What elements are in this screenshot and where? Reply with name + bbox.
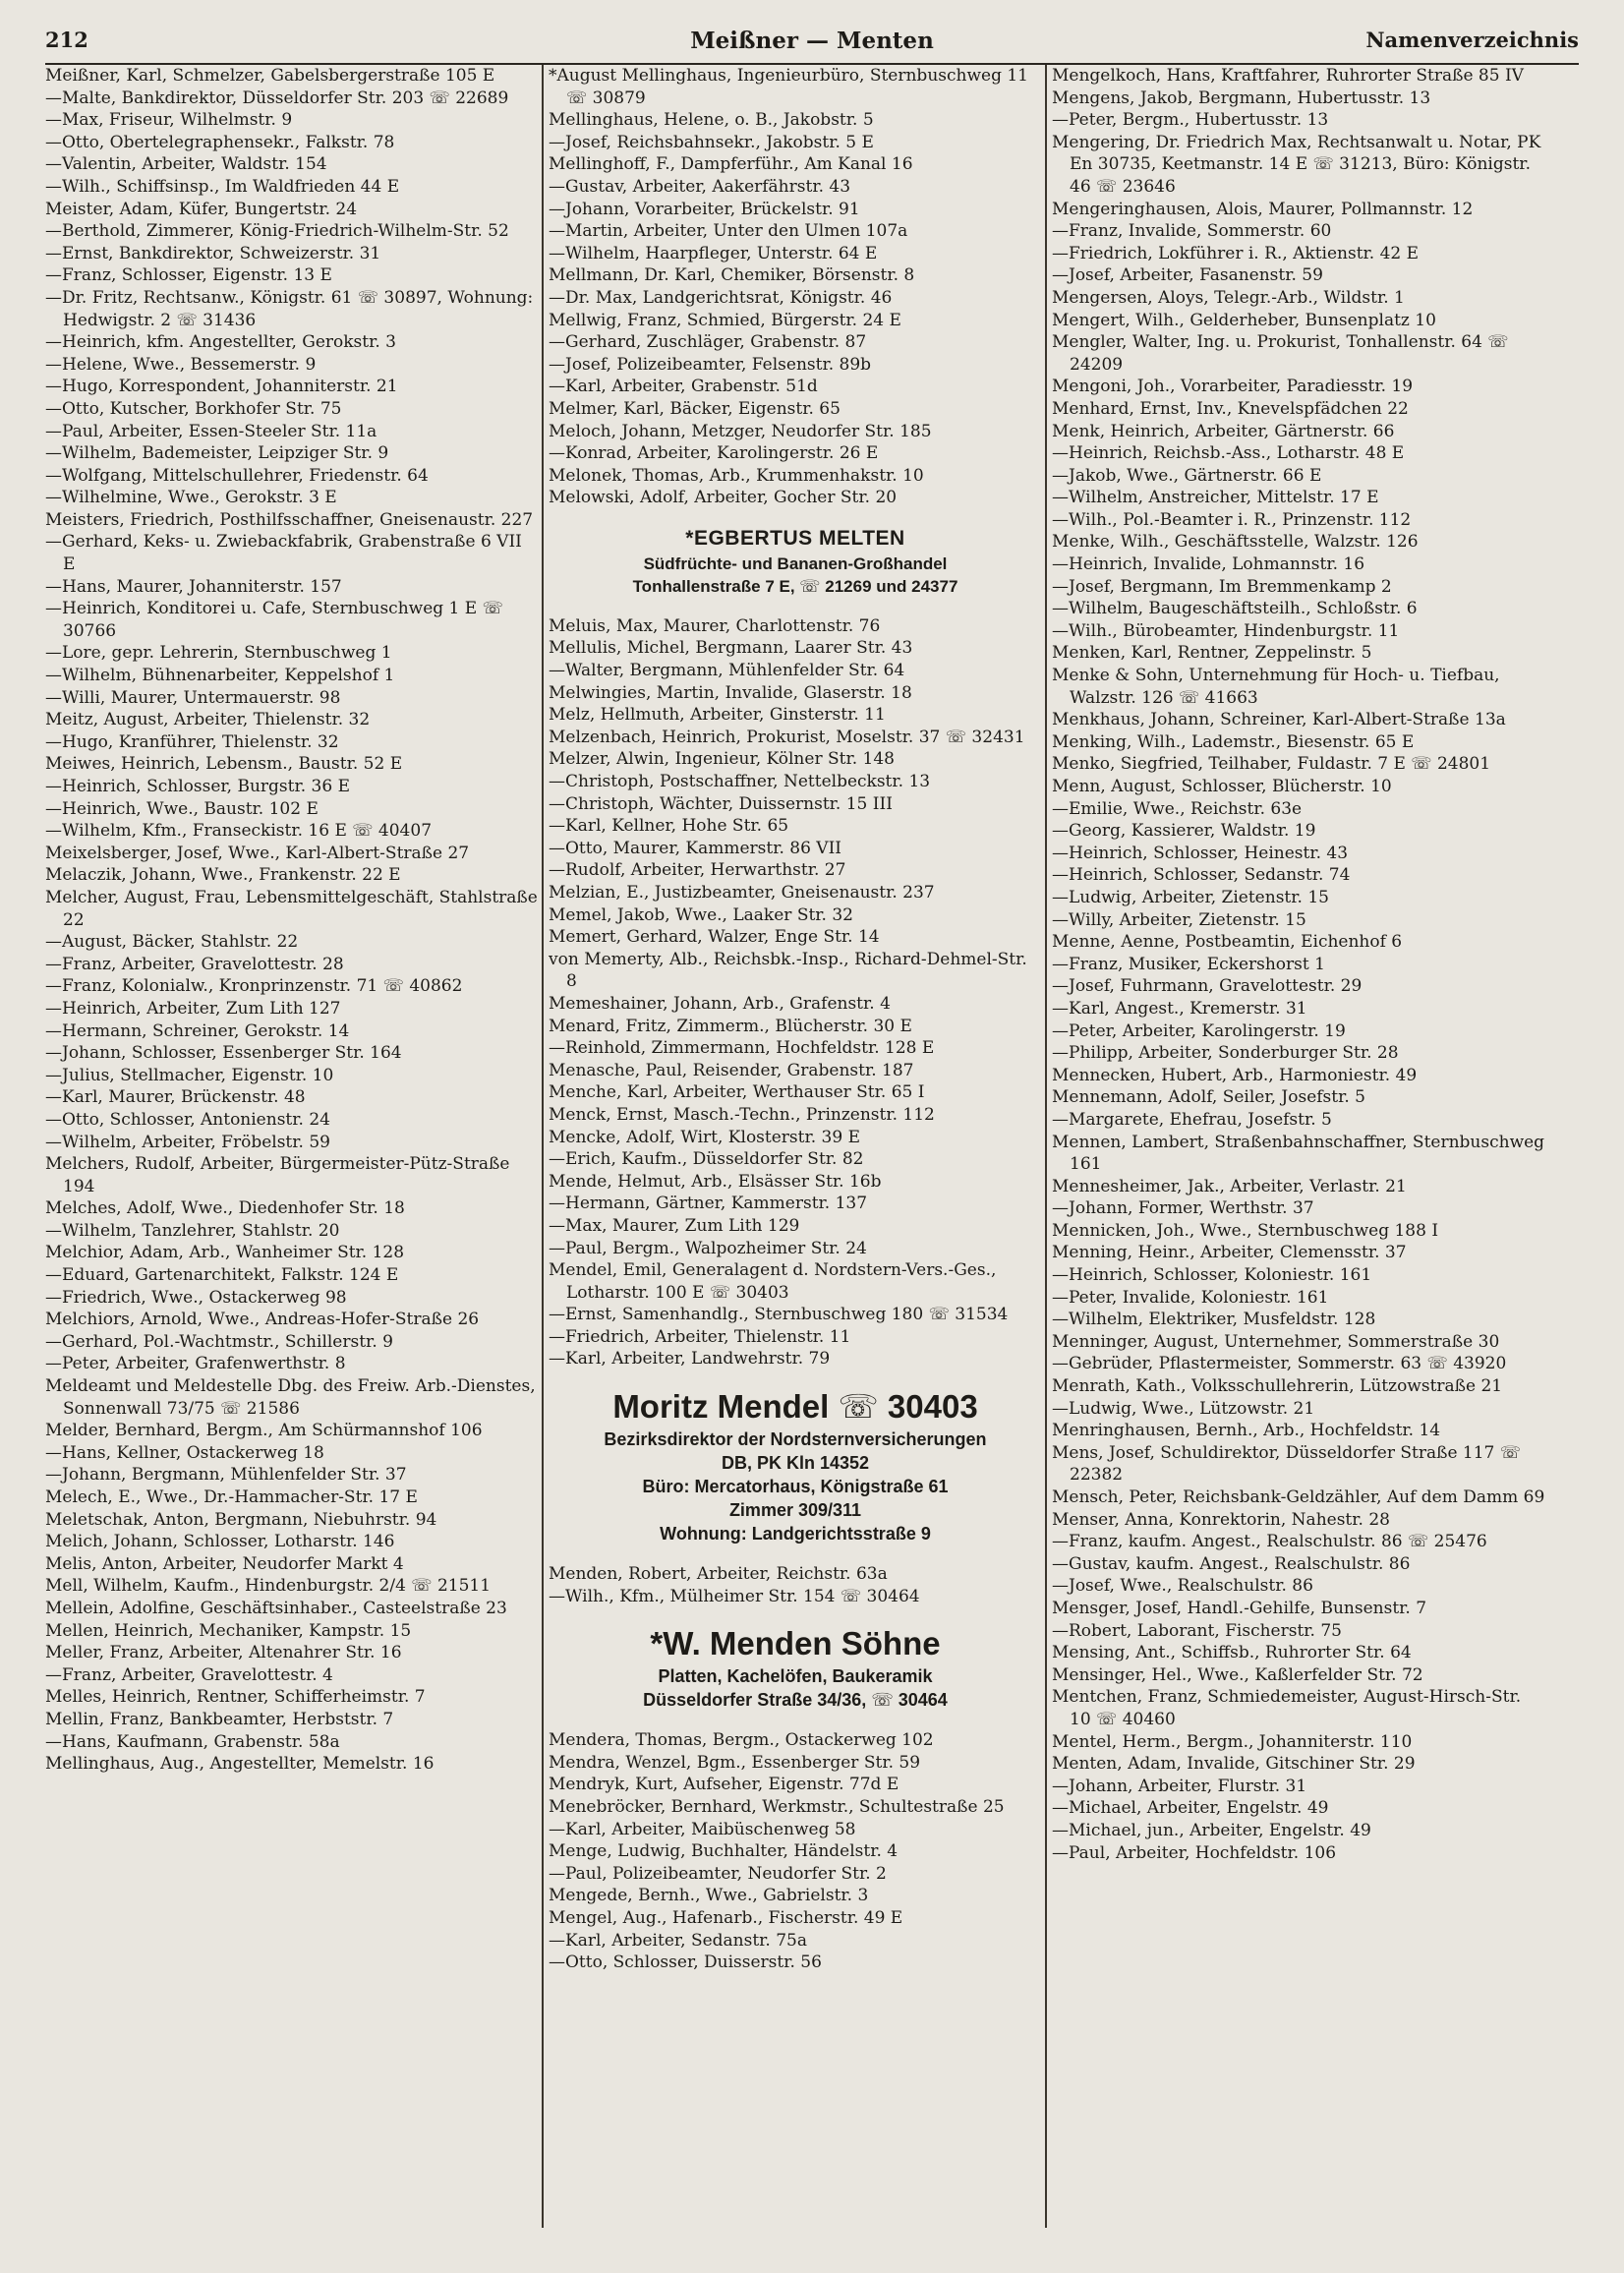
directory-entry: Menasche, Paul, Reisender, Grabenstr. 187	[549, 1060, 914, 1080]
directory-entry: Melaczik, Johann, Wwe., Frankenstr. 22 E	[45, 865, 401, 886]
directory-entry: Mentchen, Franz, Schmiedemeister, August-Hirsch-Str. 10 ☏ 40460	[1052, 1687, 1522, 1729]
directory-entry: Mengersen, Aloys, Telegr.-Arb., Wildstr. 1	[1052, 287, 1405, 308]
directory-entry: —Josef, Wwe., Realschulstr. 86	[1052, 1576, 1313, 1597]
directory-entry: Melis, Anton, Arbeiter, Neudorfer Markt 4	[45, 1553, 404, 1574]
directory-entry: —Julius, Stellmacher, Eigenstr. 10	[45, 1065, 334, 1085]
ad-title: *W. Menden Söhne	[650, 1625, 941, 1662]
directory-entry: Mellein, Adolfine, Geschäftsinhaber., Casteelstraße 23	[45, 1598, 507, 1618]
directory-entry: —Hugo, Korrespondent, Johanniterstr. 21	[45, 377, 398, 397]
directory-entry: —Johann, Bergmann, Mühlenfelder Str. 37	[45, 1465, 407, 1486]
directory-entry: —Hans, Kaufmann, Grabenstr. 58a	[45, 1731, 340, 1752]
page-number: 212	[45, 28, 88, 52]
directory-entry: —Christoph, Wächter, Duissernstr. 15 III	[549, 793, 893, 814]
directory-entry: Melowski, Adolf, Arbeiter, Gocher Str. 20	[549, 488, 898, 508]
directory-entry: —Wilhelm, Baugeschäftsteilh., Schloßstr. 6	[1052, 599, 1418, 619]
directory-entry: —Heinrich, Schlosser, Koloniestr. 161	[1052, 1265, 1372, 1286]
directory-entry: Mengede, Bernh., Wwe., Gabrielstr. 3	[549, 1886, 869, 1906]
directory-entry: —Gerhard, Pol.-Wachtmstr., Schillerstr. 9	[45, 1331, 393, 1352]
directory-entry: —Lore, gepr. Lehrerin, Sternbuschweg 1	[45, 643, 392, 664]
directory-entry: —Franz, Invalide, Sommerstr. 60	[1052, 221, 1332, 242]
directory-entry: Mell, Wilhelm, Kaufm., Hindenburgstr. 2/4 ☏ 21511	[45, 1576, 492, 1597]
entry-list	[549, 1563, 1042, 1607]
directory-entry: —Hugo, Kranführer, Thielenstr. 32	[45, 731, 339, 752]
directory-entry: —Wilhelmine, Wwe., Gerokstr. 3 E	[45, 488, 337, 508]
directory-entry: Meloch, Johann, Metzger, Neudorfer Str. 185	[549, 421, 932, 441]
directory-entry: —Berthold, Zimmerer, König-Friedrich-Wilhelm-Str. 52	[45, 221, 509, 242]
directory-entry: Menn, August, Schlosser, Blücherstr. 10	[1052, 777, 1392, 796]
directory-entry: —Georg, Kassierer, Waldstr. 19	[1052, 821, 1316, 842]
directory-entry: —Heinrich, Invalide, Lohmannstr. 16	[1052, 554, 1365, 575]
directory-entry: Menning, Heinr., Arbeiter, Clemensstr. 37	[1052, 1243, 1407, 1263]
directory-entry: —Willi, Maurer, Untermauerstr. 98	[45, 687, 341, 708]
directory-entry: —Franz, Arbeiter, Gravelottestr. 28	[45, 954, 344, 974]
directory-entry: Melcher, August, Frau, Lebensmittelgeschäft, Stahlstraße 22	[45, 887, 538, 930]
directory-entry: —Karl, Kellner, Hohe Str. 65	[549, 816, 789, 837]
directory-entry: Melech, E., Wwe., Dr.-Hammacher-Str. 17 E	[45, 1487, 418, 1507]
directory-entry: —Peter, Bergm., Hubertusstr. 13	[1052, 110, 1329, 131]
directory-entry: Mengoni, Joh., Vorarbeiter, Paradiesstr. 19	[1052, 377, 1414, 397]
directory-entry: —Emilie, Wwe., Reichstr. 63e	[1052, 798, 1303, 819]
directory-entry: Menhard, Ernst, Inv., Knevelspfädchen 22	[1052, 398, 1409, 419]
directory-entry: Mellinghoff, F., Dampferführ., Am Kanal 16	[549, 154, 913, 175]
directory-entry: —Michael, jun., Arbeiter, Engelstr. 49	[1052, 1820, 1371, 1840]
ad-line: Tonhallenstraße 7 E, ☏ 21269 und 24377	[632, 576, 958, 596]
directory-entry: Meisters, Friedrich, Posthilfsschaffner, Gneisenaustr. 227	[45, 509, 534, 530]
directory-entry: —Ernst, Samenhandlg., Sternbuschweg 180 ☏ 31534	[549, 1305, 1009, 1325]
directory-entry: Mennicken, Joh., Wwe., Sternbuschweg 188 I	[1052, 1220, 1439, 1241]
directory-entry: Mensch, Peter, Reichsbank-Geldzähler, Auf dem Damm 69	[1052, 1487, 1545, 1507]
directory-entry: Melwingies, Martin, Invalide, Glaserstr. 18	[549, 682, 912, 703]
directory-entry: —Heinrich, kfm. Angestellter, Gerokstr. 3	[45, 332, 396, 353]
directory-entry: Menk, Heinrich, Arbeiter, Gärtnerstr. 66	[1052, 421, 1395, 441]
directory-entry: Memel, Jakob, Wwe., Laaker Str. 32	[549, 904, 853, 925]
ad-line: Südfrüchte- und Bananen-Großhandel	[643, 554, 948, 573]
directory-entry: —Franz, Musiker, Eckershorst 1	[1052, 954, 1325, 974]
directory-entry: —Gerhard, Keks- u. Zwiebackfabrik, Grabenstraße 6 VII E	[45, 532, 522, 575]
directory-entry: Menebröcker, Bernhard, Werkmstr., Schultestraße 25	[549, 1797, 1005, 1818]
directory-entry: —Dr. Fritz, Rechtsanw., Königstr. 61 ☏ 30897, Wohnung: Hedwigstr. 2 ☏ 31436	[45, 287, 534, 330]
directory-entry: Mennen, Lambert, Straßenbahnschaffner, Sternbuschweg 161	[1052, 1132, 1545, 1175]
directory-entry: —Heinrich, Wwe., Baustr. 102 E	[45, 798, 319, 819]
directory-entry: Meller, Franz, Arbeiter, Altenahrer Str. 16	[45, 1643, 402, 1663]
directory-entry: Meluis, Max, Maurer, Charlottenstr. 76	[549, 615, 881, 636]
directory-entry: Mendryk, Kurt, Aufseher, Eigenstr. 77d E	[549, 1775, 899, 1795]
directory-entry: Menko, Siegfried, Teilhaber, Fuldastr. 7 E ☏ 24801	[1052, 754, 1491, 775]
directory-entry: —Eduard, Gartenarchitekt, Falkstr. 124 E	[45, 1265, 399, 1286]
directory-entry: —Peter, Arbeiter, Karolingerstr. 19	[1052, 1020, 1346, 1041]
directory-entry: —Erich, Kaufm., Düsseldorfer Str. 82	[549, 1149, 864, 1170]
directory-entry: —Peter, Arbeiter, Grafenwerthstr. 8	[45, 1354, 346, 1374]
directory-entry: —Gustav, Arbeiter, Aakerfährstr. 43	[549, 176, 851, 197]
directory-entry: —Wilhelm, Bühnenarbeiter, Keppelshof 1	[45, 666, 395, 686]
ad-egbertus-melten	[549, 519, 1042, 604]
directory-entry: —August, Bäcker, Stahlstr. 22	[45, 932, 299, 953]
directory-entry: —Karl, Arbeiter, Sedanstr. 75a	[549, 1930, 808, 1951]
directory-entry: Mengens, Jakob, Bergmann, Hubertusstr. 13	[1052, 87, 1431, 108]
directory-entry: —Paul, Arbeiter, Hochfeldstr. 106	[1052, 1842, 1337, 1863]
directory-entry: —Wilhelm, Elektriker, Musfeldstr. 128	[1052, 1310, 1376, 1330]
directory-entry: —Karl, Angest., Kremerstr. 31	[1052, 998, 1307, 1019]
directory-entry: Mensger, Josef, Handl.-Gehilfe, Bunsenstr. 7	[1052, 1598, 1427, 1618]
directory-entry: —Wilhelm, Bademeister, Leipziger Str. 9	[45, 443, 389, 464]
directory-entry: —Josef, Bergmann, Im Bremmenkamp 2	[1052, 576, 1392, 597]
directory-entry: —Franz, Kolonialw., Kronprinzenstr. 71 ☏ 40862	[45, 976, 463, 997]
directory-entry: Mellinghaus, Helene, o. B., Jakobstr. 5	[549, 110, 874, 131]
directory-entry: Melles, Heinrich, Rentner, Schifferheimstr. 7	[45, 1687, 426, 1708]
directory-entry: Meißner, Karl, Schmelzer, Gabelsbergerstraße 105 E	[45, 66, 495, 86]
directory-entry: —Wilhelm, Anstreicher, Mittelstr. 17 E	[1052, 488, 1379, 508]
directory-entry: Menne, Aenne, Postbeamtin, Eichenhof 6	[1052, 932, 1403, 953]
directory-entry: —Wilh., Kfm., Mülheimer Str. 154 ☏ 30464	[549, 1586, 920, 1606]
directory-entry: —Hans, Kellner, Ostackerweg 18	[45, 1442, 324, 1463]
directory-entry: —Otto, Kutscher, Borkhofer Str. 75	[45, 398, 342, 419]
directory-entry: —Franz, kaufm. Angest., Realschulstr. 86 ☏ 25476	[1052, 1532, 1487, 1552]
ad-w-menden-soehne	[549, 1617, 1042, 1718]
directory-entry: Mendel, Emil, Generalagent d. Nordstern-Vers.-Ges., Lotharstr. 100 E ☏ 30403	[549, 1260, 997, 1303]
directory-entry: —Wilhelm, Arbeiter, Fröbelstr. 59	[45, 1132, 330, 1152]
directory-entry: *August Mellinghaus, Ingenieurbüro, Sternbuschweg 11 ☏ 30879	[549, 66, 1028, 108]
directory-entry: Mennemann, Adolf, Seiler, Josefstr. 5	[1052, 1087, 1365, 1108]
directory-entry: —Wilhelm, Tanzlehrer, Stahlstr. 20	[45, 1220, 340, 1241]
directory-entry: —Reinhold, Zimmermann, Hochfeldstr. 128 E	[549, 1038, 935, 1059]
entry-list	[549, 65, 1042, 509]
directory-entry: —Hans, Maurer, Johanniterstr. 157	[45, 576, 342, 597]
column-3	[1052, 65, 1545, 2259]
directory-entry: —Johann, Schlosser, Essenberger Str. 164	[45, 1043, 402, 1064]
directory-entry: Menken, Karl, Rentner, Zeppelinstr. 5	[1052, 643, 1372, 664]
directory-entry: Memeshainer, Johann, Arb., Grafenstr. 4	[549, 993, 891, 1014]
directory-entry: —Heinrich, Schlosser, Burgstr. 36 E	[45, 777, 350, 796]
directory-entry: Mens, Josef, Schuldirektor, Düsseldorfer Straße 117 ☏ 22382	[1052, 1442, 1522, 1486]
directory-entry: —Helene, Wwe., Bessemerstr. 9	[45, 354, 317, 375]
directory-entry: Mellulis, Michel, Bergmann, Laarer Str. 43	[549, 638, 913, 659]
column-divider	[1045, 65, 1047, 2228]
directory-entry: Melzer, Alwin, Ingenieur, Kölner Str. 148	[549, 749, 895, 770]
directory-entry: Mengel, Aug., Hafenarb., Fischerstr. 49 E	[549, 1908, 903, 1928]
directory-entry: Mengert, Wilh., Gelderheber, Bunsenplatz 10	[1052, 310, 1436, 330]
directory-entry: Menche, Karl, Arbeiter, Werthauser Str. 65 I	[549, 1082, 925, 1103]
directory-entry: Menkhaus, Johann, Schreiner, Karl-Albert-Straße 13a	[1052, 710, 1506, 730]
directory-entry: von Memerty, Alb., Reichsbk.-Insp., Richard-Dehmel-Str. 8	[549, 949, 1027, 992]
directory-entry: —Karl, Maurer, Brückenstr. 48	[45, 1087, 306, 1108]
directory-entry: —Wilhelm, Haarpfleger, Unterstr. 64 E	[549, 243, 878, 263]
directory-entry: Meiwes, Heinrich, Lebensm., Baustr. 52 E	[45, 754, 403, 775]
directory-entry: Memert, Gerhard, Walzer, Enge Str. 14	[549, 927, 880, 948]
directory-entry: —Otto, Schlosser, Duisserstr. 56	[549, 1952, 822, 1973]
directory-entry: —Johann, Former, Werthstr. 37	[1052, 1198, 1314, 1219]
directory-entry: —Otto, Maurer, Kammerstr. 86 VII	[549, 838, 842, 858]
directory-entry: —Philipp, Arbeiter, Sonderburger Str. 28	[1052, 1043, 1399, 1064]
directory-entry: —Ernst, Bankdirektor, Schweizerstr. 31	[45, 243, 381, 263]
directory-entry: —Wilhelm, Kfm., Franseckistr. 16 E ☏ 40407	[45, 821, 433, 842]
directory-entry: Melonek, Thomas, Arb., Krummenhakstr. 10	[549, 465, 924, 486]
directory-entry: —Paul, Arbeiter, Essen-Steeler Str. 11a	[45, 421, 377, 441]
directory-entry: —Josef, Fuhrmann, Gravelottestr. 29	[1052, 976, 1363, 997]
directory-entry: —Friedrich, Lokführer i. R., Aktienstr. 42 E	[1052, 243, 1420, 263]
ad-line: Düsseldorfer Straße 34/36, ☏ 30464	[643, 1690, 948, 1711]
column-divider	[542, 65, 544, 2228]
directory-entry: Melches, Adolf, Wwe., Diedenhofer Str. 18	[45, 1198, 405, 1219]
page-header	[45, 24, 1579, 65]
ad-title: Moritz Mendel ☏ 30403	[612, 1388, 978, 1426]
directory-entry: —Hermann, Schreiner, Gerokstr. 14	[45, 1020, 350, 1041]
directory-entry: Mendera, Thomas, Bergm., Ostackerweg 102	[549, 1730, 934, 1751]
directory-entry: Mendra, Wenzel, Bgm., Essenberger Str. 59	[549, 1752, 921, 1773]
directory-entry: Mellinghaus, Aug., Angestellter, Memelstr. 16	[45, 1754, 435, 1775]
directory-entry: Mellin, Franz, Bankbeamter, Herbststr. 7	[45, 1709, 394, 1729]
directory-entry: Menck, Ernst, Masch.-Techn., Prinzenstr. 112	[549, 1104, 935, 1125]
directory-entry: Mensinger, Hel., Wwe., Kaßlerfelder Str. 72	[1052, 1664, 1423, 1685]
directory-entry: —Jakob, Wwe., Gärtnerstr. 66 E	[1052, 465, 1322, 486]
directory-entry: —Ludwig, Wwe., Lützowstr. 21	[1052, 1398, 1315, 1419]
directory-entry: Menser, Anna, Konrektorin, Nahestr. 28	[1052, 1509, 1390, 1530]
directory-entry: Menke & Sohn, Unternehmung für Hoch- u. Tiefbau, Walzstr. 126 ☏ 41663	[1052, 666, 1500, 708]
directory-entry: —Karl, Arbeiter, Maibüschenweg 58	[549, 1819, 856, 1839]
directory-entry: Menrath, Kath., Volksschullehrerin, Lützowstraße 21	[1052, 1376, 1503, 1397]
directory-entry: Mensing, Ant., Schiffsb., Ruhrorter Str. 64	[1052, 1643, 1412, 1663]
directory-entry: Menking, Wilh., Lademstr., Biesenstr. 65 E	[1052, 731, 1415, 752]
directory-entry: Mengler, Walter, Ing. u. Prokurist, Tonhallenstr. 64 ☏ 24209	[1052, 332, 1509, 375]
section-title: Namenverzeichnis	[1365, 28, 1579, 52]
directory-entry: —Wilh., Bürobeamter, Hindenburgstr. 11	[1052, 620, 1400, 641]
directory-entry: —Johann, Vorarbeiter, Brückelstr. 91	[549, 199, 860, 219]
directory-entry: Mennesheimer, Jak., Arbeiter, Verlastr. 21	[1052, 1176, 1407, 1196]
directory-entry: Melchiors, Arnold, Wwe., Andreas-Hofer-Straße 26	[45, 1310, 480, 1330]
directory-entry: Menke, Wilh., Geschäftsstelle, Walzstr. 126	[1052, 532, 1419, 553]
entry-list	[549, 615, 1042, 1370]
directory-entry: Meldeamt und Meldestelle Dbg. des Freiw. Arb.-Dienstes, Sonnenwall 73/75 ☏ 21586	[45, 1376, 536, 1419]
directory-entry: Mengering, Dr. Friedrich Max, Rechtsanwalt u. Notar, PK En 30735, Keetmanstr. 14 E ☏ 31213, Büro: Königstr. 46 ☏ 23646	[1052, 132, 1541, 197]
directory-entry: Melz, Hellmuth, Arbeiter, Ginsterstr. 11	[549, 705, 886, 726]
directory-entry: —Heinrich, Schlosser, Sedanstr. 74	[1052, 865, 1351, 886]
directory-entry: Melmer, Karl, Bäcker, Eigenstr. 65	[549, 398, 841, 419]
ad-line: Zimmer 309/311	[728, 1500, 862, 1521]
directory-entry: —Heinrich, Konditorei u. Cafe, Sternbuschweg 1 E ☏ 30766	[45, 599, 503, 641]
directory-entry: —Wolfgang, Mittelschullehrer, Friedenstr. 64	[45, 465, 429, 486]
directory-entry: Menge, Ludwig, Buchhalter, Händelstr. 4	[549, 1841, 899, 1862]
directory-entry: —Rudolf, Arbeiter, Herwarthstr. 27	[549, 860, 846, 881]
directory-entry: Mellmann, Dr. Karl, Chemiker, Börsenstr. 8	[549, 265, 915, 286]
directory-entry: Melchers, Rudolf, Arbeiter, Bürgermeister-Pütz-Straße 194	[45, 1154, 510, 1196]
directory-entry: —Hermann, Gärtner, Kammerstr. 137	[549, 1194, 868, 1214]
directory-entry: Menard, Fritz, Zimmerm., Blücherstr. 30 E	[549, 1016, 912, 1036]
directory-entry: —Wilh., Schiffsinsp., Im Waldfrieden 44 E	[45, 176, 400, 197]
directory-entry: —Gustav, kaufm. Angest., Realschulstr. 86	[1052, 1553, 1411, 1574]
directory-entry: —Malte, Bankdirektor, Düsseldorfer Str. 203 ☏ 22689	[45, 87, 509, 108]
directory-entry: —Heinrich, Schlosser, Heinestr. 43	[1052, 843, 1349, 863]
directory-entry: Menten, Adam, Invalide, Gitschiner Str. 29	[1052, 1754, 1416, 1775]
directory-entry: Menninger, August, Unternehmer, Sommerstraße 30	[1052, 1331, 1500, 1352]
directory-entry: Melich, Johann, Schlosser, Lotharstr. 146	[45, 1532, 395, 1552]
directory-entry: —Michael, Arbeiter, Engelstr. 49	[1052, 1798, 1329, 1819]
directory-entry: —Martin, Arbeiter, Unter den Ulmen 107a	[549, 221, 908, 242]
directory-entry: —Karl, Arbeiter, Landwehrstr. 79	[549, 1349, 831, 1370]
ad-line: Bezirksdirektor der Nordsternversicherungen	[604, 1429, 987, 1450]
directory-entry: —Heinrich, Reichsb.-Ass., Lotharstr. 48 E	[1052, 443, 1405, 464]
directory-entry: —Konrad, Arbeiter, Karolingerstr. 26 E	[549, 443, 879, 464]
page-title: Meißner — Menten	[690, 28, 934, 54]
directory-entry: —Robert, Laborant, Fischerstr. 75	[1052, 1620, 1343, 1641]
directory-entry: —Wilh., Pol.-Beamter i. R., Prinzenstr. 112	[1052, 509, 1412, 530]
directory-entry: Meitz, August, Arbeiter, Thielenstr. 32	[45, 710, 371, 730]
ad-line: Wohnung: Landgerichtsstraße 9	[660, 1524, 931, 1544]
directory-entry: —Paul, Polizeibeamter, Neudorfer Str. 2	[549, 1863, 887, 1884]
directory-entry: Mende, Helmut, Arb., Elsässer Str. 16b	[549, 1171, 882, 1192]
directory-entry: Meixelsberger, Josef, Wwe., Karl-Albert-Straße 27	[45, 843, 470, 863]
directory-entry: Menringhausen, Bernh., Arb., Hochfeldstr. 14	[1052, 1421, 1441, 1441]
directory-entry: —Johann, Arbeiter, Flurstr. 31	[1052, 1776, 1307, 1796]
directory-entry: —Margarete, Ehefrau, Josefstr. 5	[1052, 1109, 1332, 1130]
directory-entry: Melzian, E., Justizbeamter, Gneisenaustr. 237	[549, 883, 935, 903]
column-1	[45, 65, 539, 2259]
directory-entry: —Otto, Schlosser, Antonienstr. 24	[45, 1109, 330, 1130]
directory-entry: —Josef, Polizeibeamter, Felsenstr. 89b	[549, 354, 872, 375]
directory-entry: Melzenbach, Heinrich, Prokurist, Moselstr. 37 ☏ 32431	[549, 727, 1025, 747]
directory-entry: Menden, Robert, Arbeiter, Reichstr. 63a	[549, 1564, 888, 1585]
directory-entry: —Christoph, Postschaffner, Nettelbeckstr. 13	[549, 772, 931, 792]
directory-entry: —Friedrich, Wwe., Ostackerweg 98	[45, 1287, 347, 1308]
directory-entry: —Dr. Max, Landgerichtsrat, Königstr. 46	[549, 287, 893, 308]
directory-entry: —Valentin, Arbeiter, Waldstr. 154	[45, 154, 327, 175]
ad-line: DB, PK Kln 14352	[721, 1453, 870, 1474]
directory-entry: —Paul, Bergm., Walpozheimer Str. 24	[549, 1238, 867, 1258]
directory-entry: Mennecken, Hubert, Arb., Harmoniestr. 49	[1052, 1065, 1418, 1085]
directory-entry: Mencke, Adolf, Wirt, Klosterstr. 39 E	[549, 1127, 860, 1147]
directory-entry: —Max, Friseur, Wilhelmstr. 9	[45, 110, 293, 131]
directory-entry: Mellwig, Franz, Schmied, Bürgerstr. 24 E	[549, 310, 901, 330]
directory-entry: Mellen, Heinrich, Mechaniker, Kampstr. 15	[45, 1620, 412, 1641]
directory-entry: —Josef, Reichsbahnsekr., Jakobstr. 5 E	[549, 132, 874, 152]
directory-entry: Mentel, Herm., Bergm., Johanniterstr. 110	[1052, 1731, 1413, 1752]
directory-entry: —Franz, Arbeiter, Gravelottestr. 4	[45, 1664, 333, 1685]
directory-entry: —Ludwig, Arbeiter, Zietenstr. 15	[1052, 887, 1329, 907]
directory-entry: Melder, Bernhard, Bergm., Am Schürmannshof 106	[45, 1421, 483, 1441]
directory-entry: —Gebrüder, Pflastermeister, Sommerstr. 63 ☏ 43920	[1052, 1354, 1507, 1374]
directory-entry: —Peter, Invalide, Koloniestr. 161	[1052, 1287, 1329, 1308]
ad-moritz-mendel	[549, 1380, 1042, 1551]
directory-entry: Meletschak, Anton, Bergmann, Niebuhrstr. 94	[45, 1509, 437, 1530]
directory-entry: Melchior, Adam, Arb., Wanheimer Str. 128	[45, 1243, 405, 1263]
directory-entry: Meister, Adam, Küfer, Bungertstr. 24	[45, 199, 358, 219]
directory-entry: Mengelkoch, Hans, Kraftfahrer, Ruhrorter Straße 85 IV	[1052, 66, 1524, 86]
directory-entry: —Franz, Schlosser, Eigenstr. 13 E	[45, 265, 332, 286]
entry-list	[549, 1729, 1042, 1974]
column-2	[549, 65, 1042, 2259]
directory-entry: —Walter, Bergmann, Mühlenfelder Str. 64	[549, 661, 905, 681]
directory-entry: —Heinrich, Arbeiter, Zum Lith 127	[45, 998, 341, 1019]
ad-line: Platten, Kachelöfen, Baukeramik	[658, 1666, 933, 1687]
directory-entry: —Willy, Arbeiter, Zietenstr. 15	[1052, 909, 1306, 930]
directory-entry: —Max, Maurer, Zum Lith 129	[549, 1215, 800, 1236]
directory-entry: —Friedrich, Arbeiter, Thielenstr. 11	[549, 1326, 851, 1347]
ad-title: *EGBERTUS MELTEN	[685, 526, 905, 550]
directory-entry: —Karl, Arbeiter, Grabenstr. 51d	[549, 377, 818, 397]
directory-entry: —Otto, Obertelegraphensekr., Falkstr. 78	[45, 132, 395, 152]
directory-entry: —Josef, Arbeiter, Fasanenstr. 59	[1052, 265, 1323, 286]
directory-entry: —Gerhard, Zuschläger, Grabenstr. 87	[549, 332, 867, 353]
ad-line: Büro: Mercatorhaus, Königstraße 61	[642, 1477, 949, 1497]
directory-entry: Mengeringhausen, Alois, Maurer, Pollmannstr. 12	[1052, 199, 1474, 219]
